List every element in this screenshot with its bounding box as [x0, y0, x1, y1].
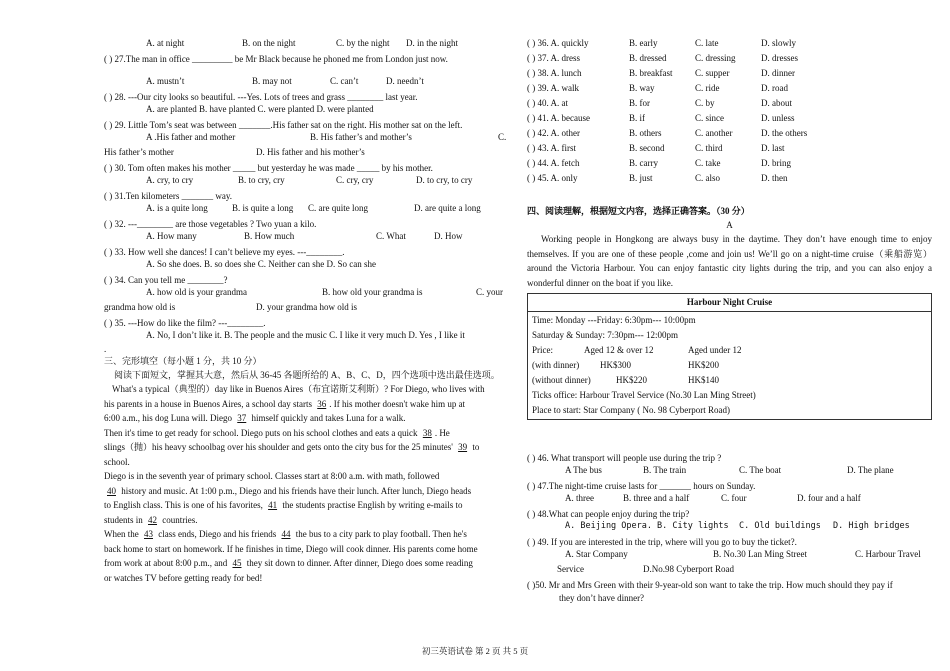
- cloze-line: [104, 397, 509, 412]
- price-header-adult: Aged 12 & over 12: [584, 345, 654, 355]
- cruise-info: [528, 312, 932, 420]
- cloze-answer-row: [527, 38, 932, 53]
- question-option-a[interactable]: ( ) 37. A. dress: [527, 53, 580, 63]
- q28-options[interactable]: A. are planted B. have planted C. were planted D. were planted: [146, 104, 374, 114]
- q34-stem: ( ) 34. Can you tell me ________?: [104, 275, 228, 285]
- cloze-text: himself quickly and takes Luna for a walk.: [249, 413, 406, 423]
- q29-opt-d[interactable]: D. His father and his mother’s: [256, 147, 365, 157]
- cruise-time-weekday: Time: Monday ---Friday: 6:30pm--- 10:00pm: [532, 315, 696, 325]
- q32-opt-d[interactable]: D. How: [434, 231, 463, 241]
- cloze-text: 6:00 a.m., his dog Luna will. Diego: [104, 413, 235, 423]
- cloze-text: Then it's time to get ready for school. Diego puts on his school clothes and eats a quick: [104, 427, 420, 438]
- q27-options: [104, 76, 509, 91]
- q27-opt-c[interactable]: C. can’t: [330, 76, 359, 86]
- cloze-text: the students practise English by writing e-mails to: [280, 500, 463, 510]
- question-option[interactable]: B. for: [629, 98, 650, 108]
- q32-stem: ( ) 32. ---________ are those vegetables ? Two yuan a kilo.: [104, 219, 317, 229]
- q32-opt-b[interactable]: B. How much: [244, 231, 295, 241]
- left-column: [104, 38, 509, 585]
- q48-options: [527, 521, 932, 536]
- cloze-line: [104, 513, 509, 528]
- q46-opt-c[interactable]: C. The boat: [739, 465, 782, 475]
- q29-options: [104, 132, 509, 147]
- q48-stem: ( ) 48.What can people enjoy during the trip?: [527, 509, 690, 519]
- q27-opt-a[interactable]: A. mustn’t: [146, 76, 185, 86]
- q30-opt-b[interactable]: B. to cry, cry: [238, 175, 285, 185]
- cloze-text: back home to start on homework. If he finishes in time, Diego will cook dinner. His parents come home: [104, 543, 478, 554]
- with-dinner-label: (with dinner): [532, 360, 580, 370]
- q49-opt-a[interactable]: A. Star Company: [565, 549, 628, 559]
- cloze-line: [104, 542, 509, 557]
- question-option[interactable]: D. slowly: [761, 38, 797, 48]
- q30-stem: ( ) 30. Tom often makes his mother _____ but yesterday he was made _____ by his mother.: [104, 163, 433, 173]
- q31-options: [104, 203, 509, 218]
- question-option[interactable]: C. also: [695, 173, 721, 183]
- cloze-line: [104, 411, 509, 426]
- question-option[interactable]: C. by: [695, 98, 715, 108]
- cloze-answer-row: [527, 173, 932, 188]
- q31-stem: ( ) 31.Ten kilometers _______ way.: [104, 191, 233, 201]
- question-option[interactable]: D. dresses: [761, 53, 798, 63]
- cloze-line: [104, 527, 509, 542]
- cloze-text: the bus to a city park to play football. Then he's: [293, 529, 467, 539]
- q49-stem: ( ) 49. If you are interested in the trip, where will you go to buy the ticket?.: [527, 537, 797, 547]
- cloze-blank[interactable]: 44: [281, 529, 291, 539]
- cloze-answer-row: [527, 128, 932, 143]
- question-option[interactable]: C. dressing: [695, 53, 736, 63]
- question-option[interactable]: B. carry: [629, 158, 658, 168]
- question-option[interactable]: B. breakfast: [629, 68, 673, 78]
- cloze-text: . He: [434, 427, 450, 438]
- question-option[interactable]: B. second: [629, 143, 665, 153]
- without-dinner-adult-price: HK$220: [616, 375, 647, 385]
- question-option[interactable]: C. since: [695, 113, 724, 123]
- question-option[interactable]: C. third: [695, 143, 723, 153]
- q30-opt-a[interactable]: A. cry, to cry: [146, 175, 194, 185]
- q49-options: [527, 549, 932, 564]
- cloze-answer-row: [527, 83, 932, 98]
- section4-title: 四、阅读理解，根据短文内容，选择正确答案。（30 分）: [527, 206, 750, 216]
- question-option[interactable]: B. early: [629, 38, 658, 48]
- q34-opt-a[interactable]: A. how old is your grandma: [146, 287, 247, 297]
- question-option-a[interactable]: ( ) 40. A. at: [527, 98, 568, 108]
- section3-title: 三、完形填空（每小题 1 分，共 10 分）: [104, 356, 262, 366]
- q47-opt-d[interactable]: D. four and a half: [797, 493, 861, 503]
- q26-opt-c[interactable]: C. by the night: [336, 38, 390, 48]
- question-option[interactable]: B. way: [629, 83, 655, 93]
- cloze-line: [104, 556, 509, 571]
- q34-opt-c[interactable]: C. your: [476, 287, 503, 297]
- question-option-a[interactable]: ( ) 45. A. only: [527, 173, 578, 183]
- price-label: Price:: [532, 345, 553, 355]
- q26-options: [104, 38, 509, 53]
- cloze-text: slings（抛）his heavy schoolbag over his shoulder and gets onto the city bus for the 25 minutes': [104, 442, 456, 452]
- q34-opt-d[interactable]: D. your grandma how old is: [256, 302, 357, 312]
- cloze-text: class ends, Diego and his friends: [155, 529, 279, 539]
- right-column: [527, 38, 932, 605]
- q46-opt-a[interactable]: A The bus: [565, 465, 602, 475]
- question-option[interactable]: C. another: [695, 128, 733, 138]
- q32-options: [104, 231, 509, 246]
- cloze-text: students in: [104, 514, 146, 525]
- question-option[interactable]: D. road: [761, 83, 788, 93]
- question-option[interactable]: C. supper: [695, 68, 730, 78]
- q35-stem: ( ) 35. ---How do like the film? ---________.: [104, 318, 266, 328]
- cloze-text: they sit down to dinner. After dinner, Diego does some reading: [244, 558, 473, 568]
- q29-opt-a[interactable]: A .His father and mother: [146, 132, 236, 142]
- q47-opt-a[interactable]: A. three: [565, 493, 594, 503]
- question-option[interactable]: D. then: [761, 173, 788, 183]
- q29-opt-c-text: His father’s mother: [104, 147, 174, 157]
- cloze-answer-row: [527, 68, 932, 83]
- ticket-office: Ticks office: Harbour Travel Service (No.30 Lan Ming Street): [532, 390, 756, 400]
- cloze-text: his parents in a house in Buenos Aires, a school day starts: [104, 398, 315, 409]
- cloze-line: [104, 498, 509, 513]
- question-option[interactable]: D. bring: [761, 158, 791, 168]
- q34-opt-c-text: grandma how old is: [104, 302, 176, 312]
- cloze-blank[interactable]: 41: [268, 500, 278, 510]
- q47-stem: ( ) 47.The night-time cruise lasts for _______ hours on Sunday.: [527, 481, 756, 491]
- q29-opt-b[interactable]: B. His father’s and mother’s: [310, 132, 412, 142]
- without-dinner-label: (without dinner): [532, 375, 591, 385]
- page-footer: 初三英语试卷 第 2 页 共 5 页: [421, 646, 529, 656]
- q48-opt-c[interactable]: C. Old buildings: [739, 521, 821, 531]
- q49-opt-c[interactable]: C. Harbour Travel: [855, 549, 921, 559]
- cloze-blank[interactable]: 37: [237, 413, 247, 423]
- cloze-line: [104, 484, 509, 499]
- q26-opt-a[interactable]: A. at night: [146, 38, 185, 48]
- cloze-blank[interactable]: 43: [143, 529, 153, 539]
- cloze-answer-row: [527, 143, 932, 158]
- cloze-answer-row: [527, 158, 932, 173]
- q49-opt-c-text: Service: [557, 564, 584, 574]
- section3-instructions: 阅读下面短文，掌握其大意，然后从 36-45 各题所给的 A、B、C、D，四个选项中选出最佳选项。: [114, 370, 500, 380]
- question-option[interactable]: C. ride: [695, 83, 720, 93]
- cloze-text: from work at about 8:00 p.m., and: [104, 558, 230, 568]
- q33-options[interactable]: A. So she does. B. so does she C. Neither can she D. So can she: [146, 259, 376, 269]
- q47-opt-b[interactable]: B. three and a half: [623, 493, 690, 503]
- cloze-text: history and music. At 1:00 p.m., Diego and his friends have their lunch. After lunch, Diego heads: [119, 485, 472, 496]
- cloze-blank[interactable]: 36: [317, 398, 327, 409]
- cloze-line: [104, 455, 509, 470]
- q27-stem: ( ) 27.The man in office _________ be Mr Black because he phoned me from London just now.: [104, 54, 448, 64]
- q32-opt-a[interactable]: A. How many: [146, 231, 197, 241]
- q32-opt-c[interactable]: C. What: [376, 231, 406, 241]
- passage-letter: A: [726, 220, 733, 230]
- cloze-line: [104, 571, 509, 586]
- q31-opt-d[interactable]: D. are quite a long: [414, 203, 481, 213]
- cloze-text: Diego is in the seventh year of primary school. Classes start at 8:00 a.m. with math, followed: [104, 471, 440, 481]
- cloze-blank[interactable]: 45: [232, 558, 242, 568]
- cloze-line: [104, 469, 509, 484]
- cruise-table-title: Harbour Night Cruise: [528, 294, 932, 312]
- q33-stem: ( ) 33. How well she dances! I can’t believe my eyes. ---________.: [104, 247, 345, 257]
- q34-options: [104, 287, 509, 302]
- q35-options[interactable]: A. No, I don’t like it. B. The people and the music C. I like it very much D. Yes , I like it: [146, 330, 465, 340]
- question-option[interactable]: C. take: [695, 158, 721, 168]
- question-option[interactable]: D. last: [761, 143, 785, 153]
- price-header-child: Aged under 12: [688, 345, 742, 355]
- cloze-text: school.: [104, 456, 130, 467]
- q30-options: [104, 175, 509, 190]
- cloze-answer-row: [527, 53, 932, 68]
- q27-opt-d[interactable]: D. needn’t: [386, 76, 424, 86]
- cruise-table: [527, 293, 932, 420]
- cloze-text: or watches TV before getting ready for bed!: [104, 572, 263, 583]
- cloze-line: [104, 426, 509, 441]
- q49-opt-b[interactable]: B. No.30 Lan Ming Street: [713, 549, 807, 559]
- cloze-text: countries.: [160, 514, 198, 525]
- question-option-a[interactable]: ( ) 39. A. walk: [527, 83, 579, 93]
- cloze-line: [104, 440, 509, 455]
- question-option[interactable]: D. dinner: [761, 68, 795, 78]
- q47-opt-c[interactable]: C. four: [721, 493, 747, 503]
- q46-stem: ( ) 46. What transport will people use during the trip ?: [527, 453, 722, 463]
- question-option[interactable]: B. others: [629, 128, 662, 138]
- cloze-text: to: [470, 442, 480, 452]
- q46-options: [527, 465, 932, 480]
- cloze-text: When the: [104, 529, 141, 539]
- q31-opt-c[interactable]: C. are quite long: [308, 203, 368, 213]
- question-option[interactable]: B. dressed: [629, 53, 667, 63]
- q46-opt-b[interactable]: B. The train: [643, 465, 687, 475]
- cruise-time-weekend: Saturday & Sunday: 7:30pm--- 12:00pm: [532, 330, 678, 340]
- question-option[interactable]: D. about: [761, 98, 792, 108]
- q29-stem: ( ) 29. Little Tom’s seat was between _______.His father sat on the right. His mother sat on the left.: [104, 120, 463, 130]
- question-option-a[interactable]: ( ) 42. A. other: [527, 128, 580, 138]
- start-place: Place to start: Star Company ( No. 98 Cyberport Road): [532, 405, 730, 415]
- question-option-a[interactable]: ( ) 38. A. lunch: [527, 68, 582, 78]
- question-option-a[interactable]: ( ) 44. A. fetch: [527, 158, 580, 168]
- q50-stem: ( )50. Mr and Mrs Green with their 9-year-old son want to take the trip. How much should they pay if: [527, 580, 893, 590]
- q48-opt-b[interactable]: B. City lights: [657, 521, 729, 531]
- passage-a: Working people in Hongkong are always busy in the daytime. They don’t have enough time to enjoy themselves. If you are one of these people ,come and join us! We’ll go on a night-time cruise（乘船游览）around the Victoria Harbour. You can enjoy fantastic city lights during the trip, and you can also enjoy a wonderful dinner on the boat if you like.: [527, 234, 932, 288]
- q49-opt-d[interactable]: D.No.98 Cyberport Road: [643, 564, 734, 574]
- q27-opt-b[interactable]: B. may not: [252, 76, 292, 86]
- with-dinner-adult-price: HK$300: [600, 360, 631, 370]
- cloze-text: What's a typical（典型的）day like in Buenos Aires（布宜诺斯艾利斯）? For Diego, who lives with: [112, 384, 485, 394]
- q31-opt-b[interactable]: B. is quite a long: [232, 203, 294, 213]
- q29-opt-c[interactable]: C.: [498, 132, 507, 142]
- q30-opt-c[interactable]: C. cry, cry: [336, 175, 374, 185]
- q31-opt-a[interactable]: A. is a quite long: [146, 203, 208, 213]
- cloze-passage: [104, 382, 509, 585]
- q35-dot: .: [104, 344, 107, 354]
- cloze-blank[interactable]: 42: [148, 514, 158, 525]
- q26-opt-d[interactable]: D. in the night: [406, 38, 458, 48]
- q48-opt-a[interactable]: A. Beijing Opera.: [565, 521, 652, 531]
- cloze-text: . If his mother doesn't wake him up at: [329, 398, 466, 409]
- question-option[interactable]: D. the others: [761, 128, 808, 138]
- cloze-text: to English class. This is one of his favorites,: [104, 500, 266, 510]
- with-dinner-child-price: HK$200: [688, 360, 719, 370]
- question-option-a[interactable]: ( ) 41. A. because: [527, 113, 590, 123]
- q26-opt-b[interactable]: B. on the night: [242, 38, 296, 48]
- cloze-blank[interactable]: 39: [458, 442, 468, 452]
- cloze-answer-row: [527, 98, 932, 113]
- question-option[interactable]: D. unless: [761, 113, 795, 123]
- q34-opt-b[interactable]: B. how old your grandma is: [322, 287, 423, 297]
- q48-opt-d[interactable]: D. High bridges: [833, 521, 910, 531]
- cloze-answer-options: [527, 38, 932, 188]
- q30-opt-d[interactable]: D. to cry, to cry: [416, 175, 473, 185]
- q50-stem-cont: they don’t have dinner?: [559, 593, 645, 603]
- question-option-a[interactable]: ( ) 36. A. quickly: [527, 38, 589, 48]
- cloze-answer-row: [527, 113, 932, 128]
- question-option[interactable]: B. just: [629, 173, 653, 183]
- question-option[interactable]: C. late: [695, 38, 719, 48]
- question-option[interactable]: B. if: [629, 113, 646, 123]
- q46-opt-d[interactable]: D. The plane: [847, 465, 894, 475]
- cloze-blank[interactable]: 38: [422, 427, 432, 438]
- cloze-line: [104, 382, 509, 397]
- cloze-blank[interactable]: 40: [107, 485, 116, 496]
- without-dinner-child-price: HK$140: [688, 375, 719, 385]
- q28-stem: ( ) 28. ---Our city looks so beautiful. ---Yes. Lots of trees and grass ________ last year.: [104, 92, 418, 102]
- q47-options: [527, 493, 932, 508]
- question-option-a[interactable]: ( ) 43. A. first: [527, 143, 576, 153]
